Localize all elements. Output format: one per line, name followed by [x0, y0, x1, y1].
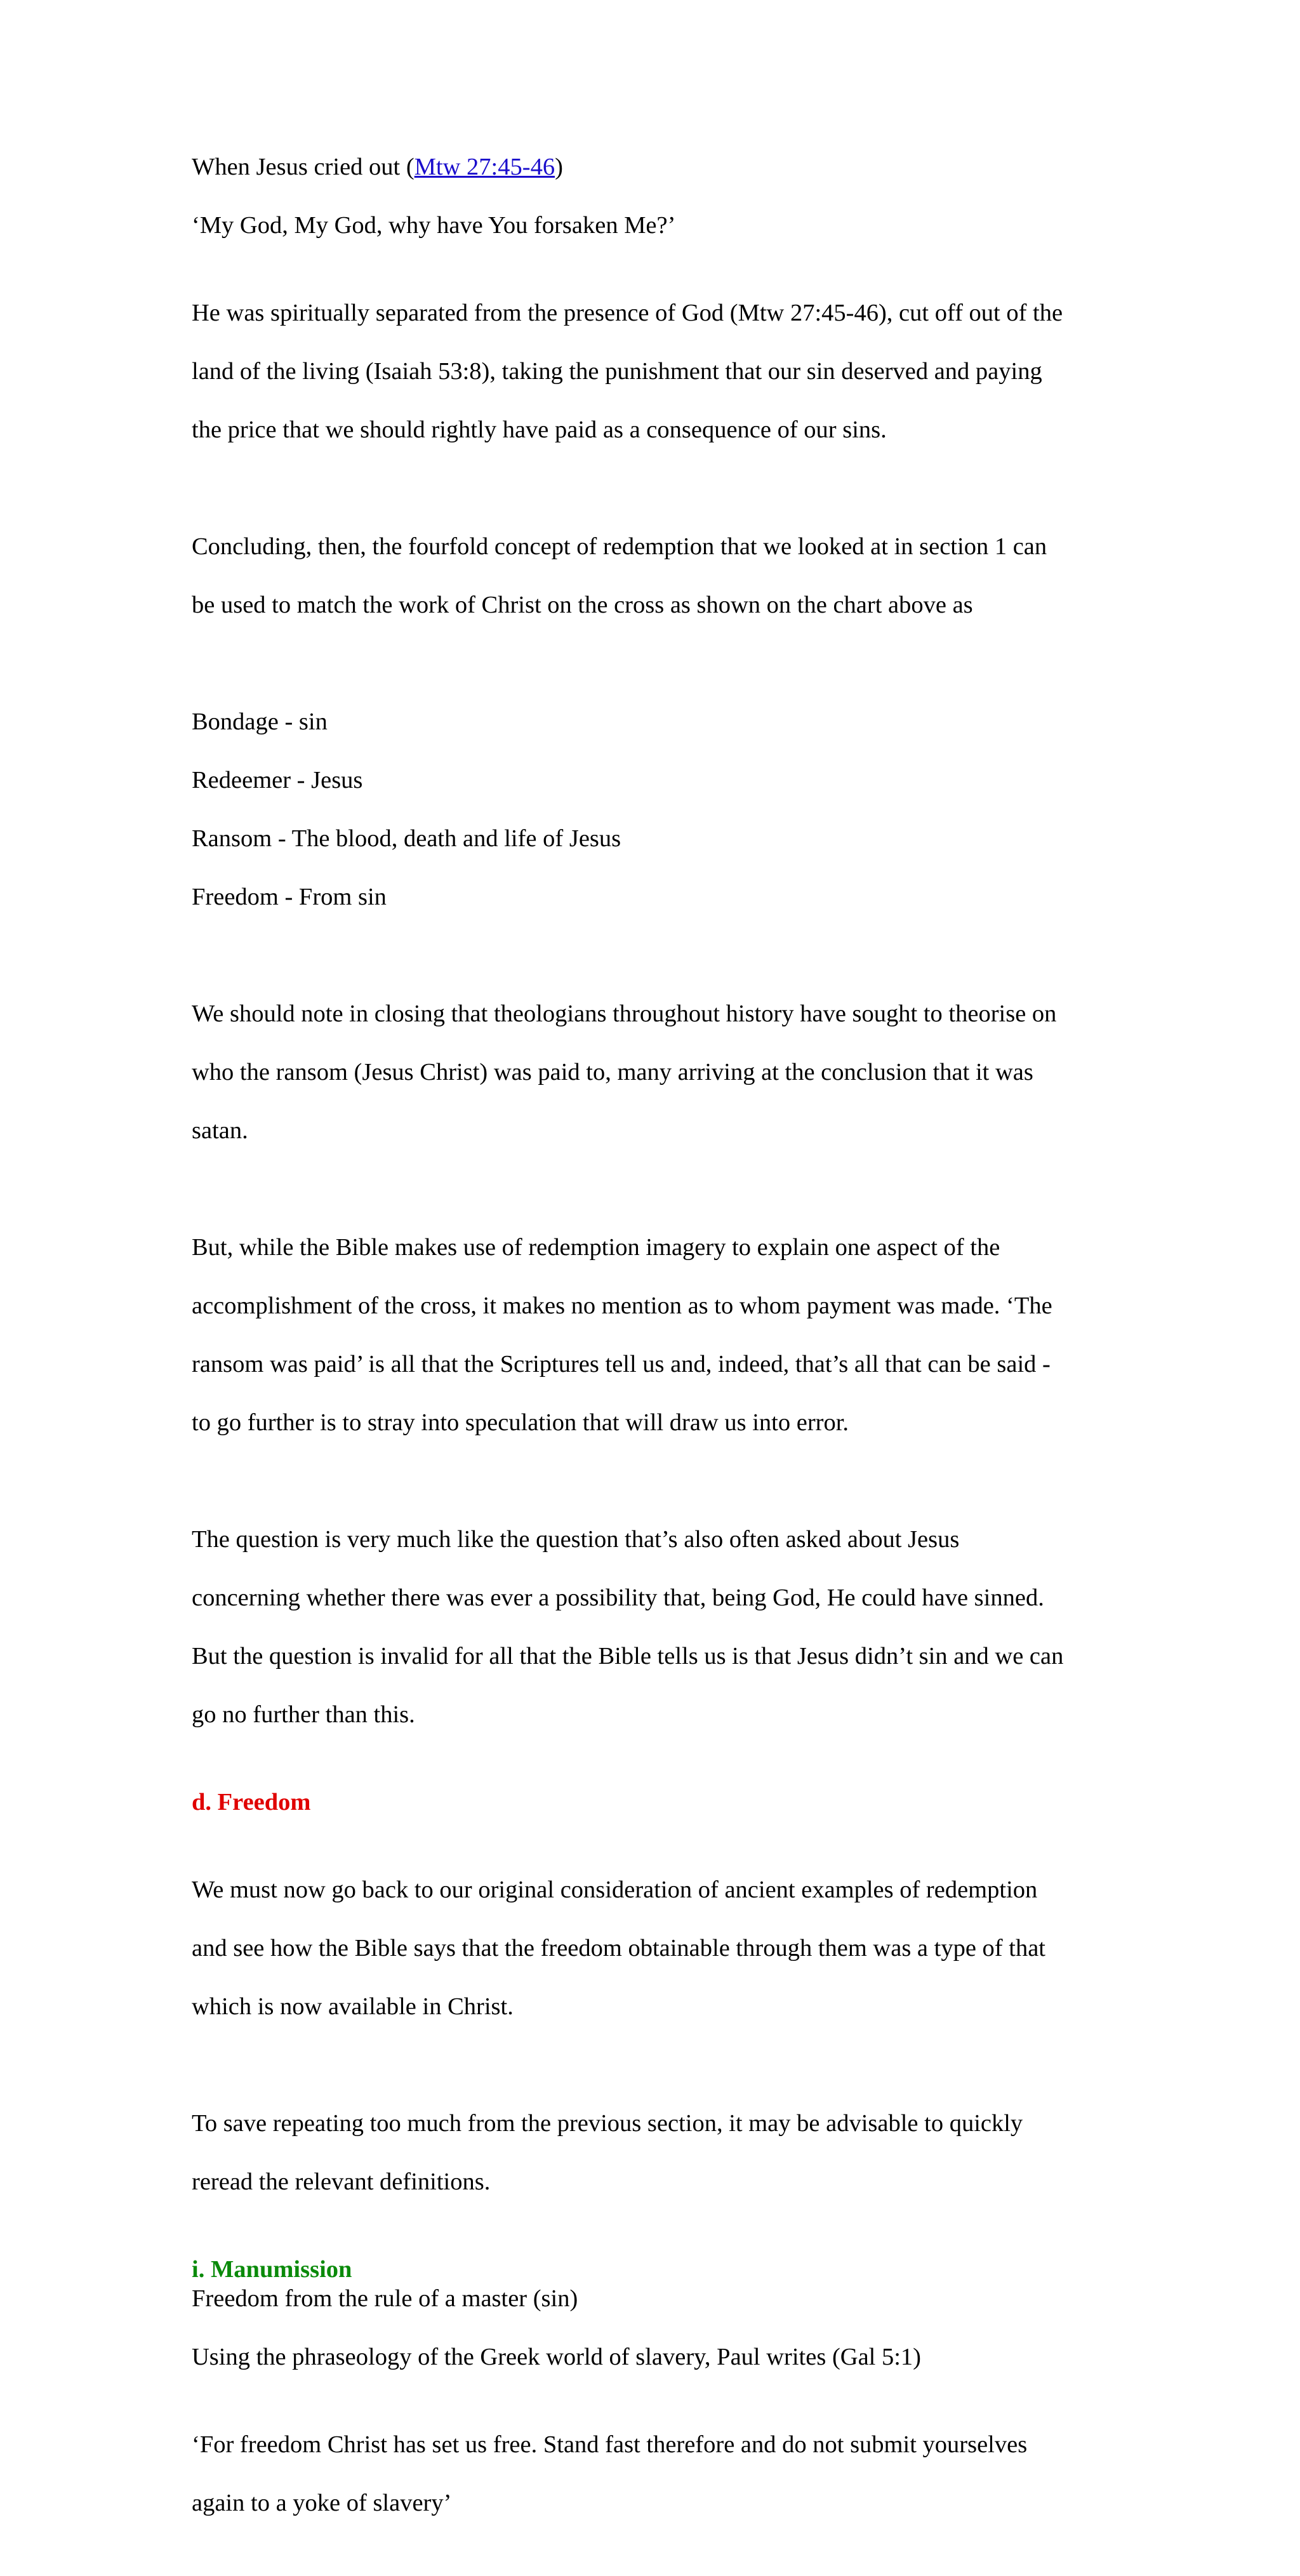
paragraph-line: concerning whether there was ever a possibility that, being God, He could have sinned. [192, 1584, 1044, 1611]
paragraph-line: be used to match the work of Christ on the cross as shown on the chart above as [192, 592, 973, 618]
paragraph-reread [192, 2080, 1118, 2226]
document-page [192, 152, 1118, 2576]
paragraph-line: To save repeating too much from the previous section, it may be advisable to quickly [192, 2110, 1023, 2137]
paragraph-line: who the ransom (Jesus Christ) was paid to, many arriving at the conclusion that it was [192, 1059, 1033, 1086]
quote-line: ‘For freedom Christ has set us free. Stand fast therefore and do not submit yourselves [192, 2431, 1028, 2458]
intro-suffix: ) [555, 154, 563, 180]
quote-line: again to a yoke of slavery’ [192, 2490, 452, 2516]
redemption-list [192, 678, 1118, 941]
paragraph-theologians [192, 970, 1118, 1174]
quote-galatians [192, 2401, 1118, 2547]
paragraph-separation [192, 269, 1118, 474]
paragraph-line: accomplishment of the cross, it makes no mention as to whom payment was made. ‘The [192, 1292, 1052, 1319]
paragraph-line: land of the living (Isaiah 53:8), taking the punishment that our sin deserved and paying [192, 358, 1042, 385]
paragraph-line: He was spiritually separated from the presence of God (Mtw 27:45-46), cut off out of the [192, 300, 1063, 326]
paragraph-concluding [192, 503, 1118, 649]
paragraph-line: go no further than this. [192, 1701, 415, 1728]
paragraph-question [192, 1496, 1118, 1758]
paragraph-line: which is now available in Christ. [192, 1993, 514, 2020]
paragraph-line: We should note in closing that theologians throughout history have sought to theorise on [192, 1000, 1057, 1027]
paragraph-ransom [192, 1204, 1118, 1466]
paragraph-greek-slavery: Using the phraseology of the Greek world of slavery, Paul writes (Gal 5:1) [192, 2344, 922, 2370]
paragraph-line: and see how the Bible says that the freedom obtainable through them was a type of that [192, 1935, 1045, 1962]
paragraph-line: But, while the Bible makes use of redemption imagery to explain one aspect of the [192, 1234, 1000, 1261]
list-item: Freedom - From sin [192, 884, 387, 910]
intro-line [192, 152, 1118, 182]
paragraph-line: Concluding, then, the fourfold concept of redemption that we looked at in section 1 can [192, 533, 1047, 560]
scripture-link[interactable]: Mtw 27:45-46 [414, 154, 555, 180]
paragraph-line: The question is very much like the question that’s also often asked about Jesus [192, 1526, 960, 1553]
list-item: Bondage - sin [192, 708, 328, 735]
intro-prefix: When Jesus cried out ( [192, 154, 415, 180]
quote-forsaken: ‘My God, My God, why have You forsaken Me?’ [192, 212, 676, 239]
paragraph-line: the price that we should rightly have paid as a consequence of our sins. [192, 416, 887, 443]
list-item: Redeemer - Jesus [192, 767, 363, 793]
paragraph-line: reread the relevant definitions. [192, 2168, 491, 2195]
list-item: Ransom - The blood, death and life of Jesus [192, 825, 621, 852]
paragraph-line: to go further is to stray into speculation that will draw us into error. [192, 1409, 849, 1436]
paragraph-line: We must now go back to our original consideration of ancient examples of redemption [192, 1876, 1038, 1903]
paragraph-ancient-examples [192, 1846, 1118, 2050]
paragraph-line: ransom was paid’ is all that the Scriptures tell us and, indeed, that’s all that can be said - [192, 1351, 1051, 1378]
section-heading-freedom: d. Freedom [192, 1789, 311, 1816]
paragraph-line: satan. [192, 1117, 248, 1144]
paragraph-line: But the question is invalid for all that the Bible tells us is that Jesus didn’t sin and we can [192, 1643, 1064, 1670]
subsection-heading-manumission: i. Manumission [192, 2256, 352, 2283]
subsection-subtitle: Freedom from the rule of a master (sin) [192, 2285, 578, 2312]
